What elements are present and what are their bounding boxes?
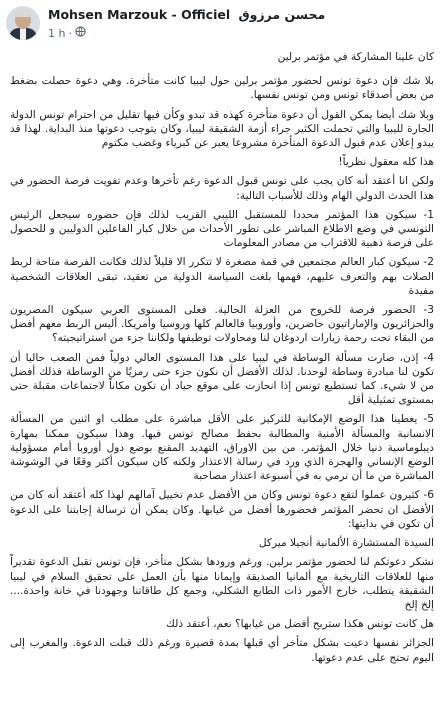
page-name-link[interactable] (48, 7, 325, 22)
post-paragraph: 4- إذن، صارت مسألة الوساطة في ليبيا على هذا المستوى العالي دولياً فمن الصعب حاليا أن تكون لنا مبادرة وساطة لوحدنا. لذلك الأفضل أن نكون جزء حتى رمزيًا من الوساطة فذلك أفضل من لا شيء. كما تستطيع تونس إذا انحازت على موقع حياد أن تكون مكاناً لاجتماعات مقبلة حتى بمستوى تمثيلية أقل (10, 351, 434, 407)
timestamp-text[interactable]: 1 h (48, 26, 66, 40)
post-paragraph: 2- سيكون كبار العالم مجتمعين في قمة مصغرة لا تتكرر الا قليلاً لذلك فكانت الفرصة متاحة لربط الصلات بهم والتعرف عليهم، فهمها بلغت السياسة الدولية من تعقيد، تبقى العلاقات الشخصية مفيدة (10, 256, 434, 297)
globe-icon (75, 26, 86, 40)
post-paragraph: السيدة المستشارة الألمانية أنجيلا ميركل (258, 537, 434, 550)
post-paragraph: 6- كثيرون عملوا لتقع دعوة تونس وكان من الأفضل عدم تخييل آمالهم لهذا كله أعتقد أنه كان من الأفضل ان تحضر المؤتمر فحضورها أفضل من غيابها. وكان يمكن أن ترسالة إجابتنا على الدعوة أن تكون في بدايتها: (10, 489, 434, 530)
post-paragraph: نشكر دعوتكم لنا لحضور مؤتمر برلين. ورغم ورودها بشكل متأخر، فإن تونس تقبل الدعوة تقديراً منها للعلاقات التاريخية مع ألمانيا الصديقة وإيمانا منها بأن العمل على تحقيق السلام في ليبيا الشقيقة يتطلب، خارج الأمور ذات الطابع الشكلي، وجمع كل طاقاتنا وجهودنا في خانة واحدة.... إلخ إلخ (10, 556, 434, 611)
post-paragraph: 1- سيكون هذا المؤتمر محددا للمستقبل الليبي القريب لذلك فإن حضوره سيجعل الرئيس التونسي في وضع الاطلاع المباشر على تطور الأحداث من خلال كبار الفاعلين الدوليين و للحصول على فرصة ذهبية للاقتراب من مصادر المعلومات (10, 208, 434, 250)
post-timestamp[interactable] (48, 26, 86, 40)
post-paragraph: 3- الحضور فرصة للخروج من العزلة الحالية. فعلى المستوى العربي سيكون المصريون والجزائريون والإماراتيون حاضرين، وأوروبيا فالعالم كلها وروسيا وأمريكا. أليس الربط معهم أفضل من البقاء تحت رحمة زيارات اردوغان لنا ومحاولات توظيفها ولكاننا جزء من استراتيجيته؟ (10, 304, 434, 345)
avatar[interactable] (6, 6, 40, 40)
post-paragraph: وبلا شك أيضا يمكن القول أن دعوة متأخرة كهذه قد تبدو وكأن فيها تقليل من احترام تونس الدولة الجارة لليبيا والتي تحملت الكثير جراء أزمة الشقيقة ليبيا، وكان يتوجب دعوتها منذ البداية. لهذا قد يبدو إعلان عدم قبول الدعوة المتأخرة مشروعا يعبر عن كبرياء وغضب مكتوم (10, 108, 434, 150)
separator: · (68, 26, 72, 40)
post-paragraph: بلا شك فإن دعوة تونس لحضور مؤتمر برلين حول ليبيا كانت متأخرة. وهي دعوة حصلت بضغط من بعض أصدقاء تونس ومن تونس نفسها. (10, 75, 434, 102)
post-paragraph: هل كانت تونس هكذا ستربح أفضل من غيابها؟ نعم، أعتقد ذلك (166, 618, 434, 631)
post-paragraph: هذا كله معقول نظرياً! (338, 156, 434, 169)
post-header (0, 0, 444, 48)
post-paragraph: 5- يعطينا هذا الوضع الإمكانية للتركيز على الأقل مباشرة على مطلب او اثنين من المسألة الانسانية والمسألة الأمنية والمطالبة بحفظ مصالح تونس فيها. وهذا سيكون ممكنا بمهارة ديبلوماسية دنيا خلال المؤتمر. من بين الاوراق، التهديد المقنع بوضع دول أوروبا أمام مسؤولية الوضع الإنساني والهجرة الذي ورد في رسالة الاعتذار ولكنه كان سيكون أكثر وقعًا في الوشوشة المباشرة من ما أن نرمي به في أسبوعة اعتذار مصاحبة (10, 413, 434, 483)
post-title: كان علينا المشاركة في مؤتمر برلين (277, 51, 434, 63)
page-name-latin[interactable]: Mohsen Marzouk - Officiel (48, 7, 231, 22)
post-paragraph: الجزائر نفسها دعيت بشكل متأخر أي قبلها بمدة قصيرة ورغم ذلك قبلت الدعوة. والمغرب إلى اليوم تحتج على عدم دعوتها. (10, 637, 434, 664)
post-paragraph: ولكن انا أعتقد أنه كان يجب على تونس قبول الدعوة رغم تأخرها وعدم تفويت فرصة الحضور في هذا الحدث الدولي الهام وذلك للأسباب التالية: (10, 175, 434, 202)
post-body (10, 50, 434, 714)
page-name-arabic[interactable]: محسن مرزوق (238, 7, 326, 22)
